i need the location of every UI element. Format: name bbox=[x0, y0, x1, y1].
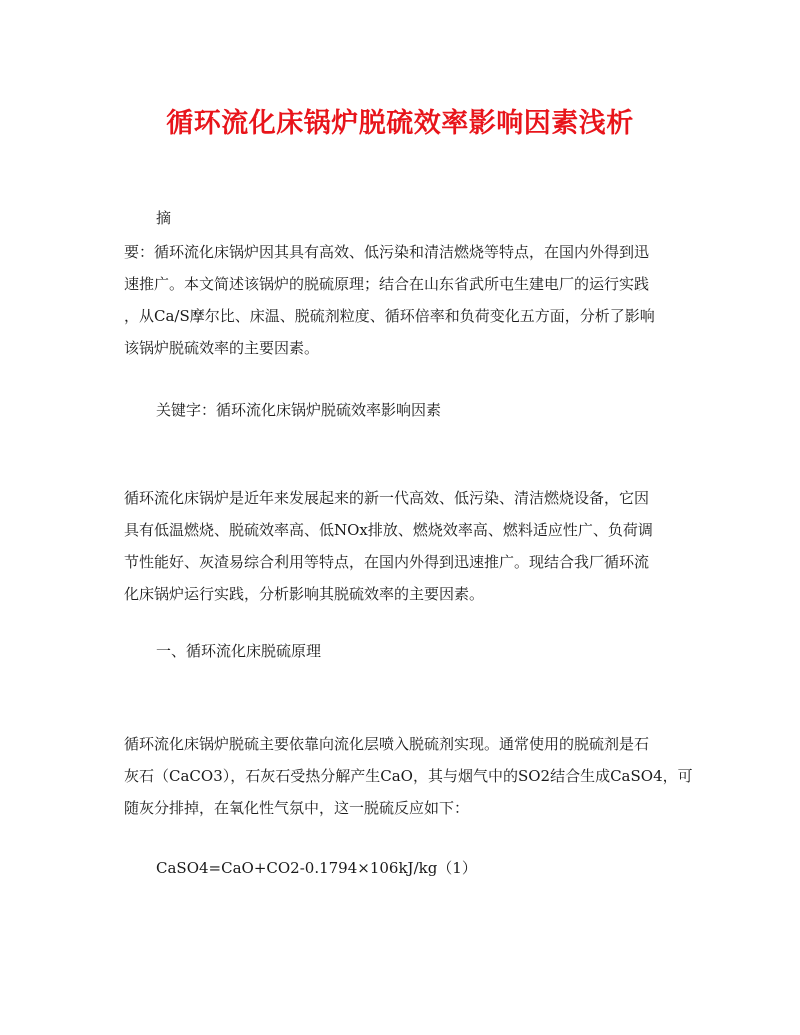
intro-line: 循环流化床锅炉是近年来发展起来的新一代高效、低污染、清洁燃烧设备，它因 bbox=[124, 489, 650, 507]
intro-line: 具有低温燃烧、脱硫效率高、低NOx排放、燃烧效率高、燃料适应性广、负荷调 bbox=[124, 521, 653, 539]
document-title: 循环流化床锅炉脱硫效率影响因素浅析 bbox=[166, 108, 634, 139]
intro-line: 节性能好、灰渣易综合利用等特点，在国内外得到迅速推广。现结合我厂循环流 bbox=[124, 553, 650, 571]
section-heading: 一、循环流化床脱硫原理 bbox=[156, 642, 322, 660]
section1-line: 循环流化床锅炉脱硫主要依靠向流化层喷入脱硫剂实现。通常使用的脱硫剂是石 bbox=[124, 735, 650, 753]
intro-line: 化床锅炉运行实践，分析影响其脱硫效率的主要因素。 bbox=[124, 585, 485, 603]
section1-line: 灰石（CaCO3），石灰石受热分解产生CaO，其与烟气中的SO2结合生成CaSO4，可 bbox=[124, 767, 693, 785]
keywords-line: 关键字：循环流化床锅炉脱硫效率影响因素 bbox=[156, 401, 442, 419]
abstract-line: ，从Ca/S摩尔比、床温、脱硫剂粒度、循环倍率和负荷变化五方面，分析了影响 bbox=[124, 307, 655, 325]
section1-line: 随灰分排掉，在氧化性气氛中，这一脱硫反应如下： bbox=[124, 799, 470, 817]
abstract-line: 该锅炉脱硫效率的主要因素。 bbox=[124, 339, 320, 357]
abstract-label: 摘 bbox=[156, 209, 172, 227]
abstract-line: 速推广。本文简述该锅炉的脱硫原理；结合在山东省武所屯生建电厂的运行实践 bbox=[124, 275, 650, 293]
abstract-line: 要：循环流化床锅炉因其具有高效、低污染和清洁燃烧等特点，在国内外得到迅 bbox=[124, 243, 650, 261]
equation-line: CaSO4=CaO+CO2-0.1794×106kJ/kg（1） bbox=[156, 859, 477, 877]
